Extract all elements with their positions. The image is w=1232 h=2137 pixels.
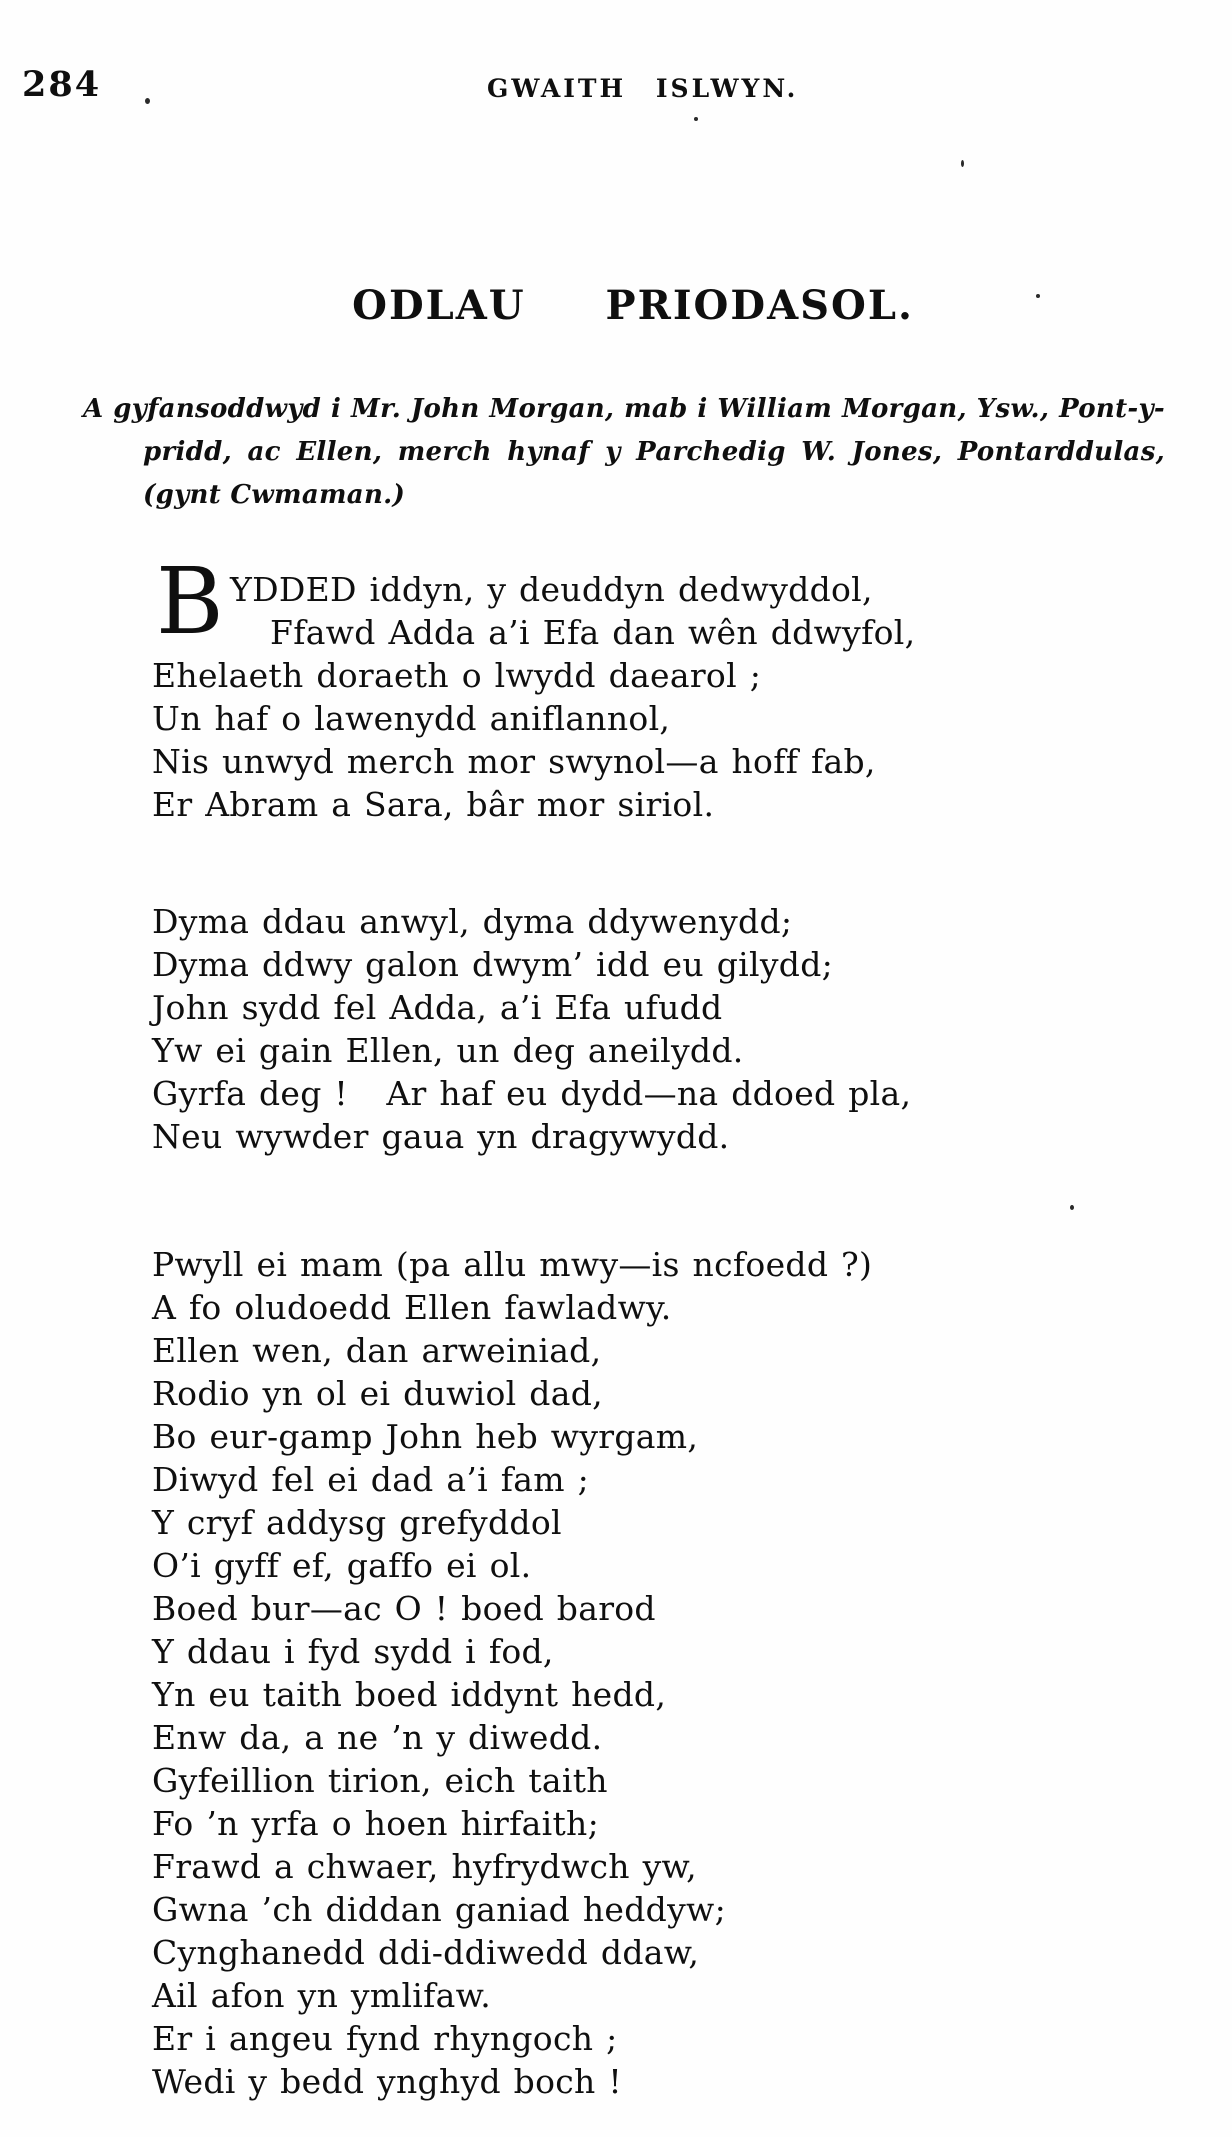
poem-line: Dyma ddau anwyl, dyma ddywenydd; (152, 902, 793, 941)
dedication-line: (gynt Cwmaman.) (143, 480, 406, 510)
poem-title: ODLAU PRIODASOL. (352, 282, 914, 329)
poem-line: Er Abram a Sara, bâr mor siriol. (152, 785, 715, 824)
page-number: 284 (22, 64, 102, 105)
poem-line: Boed bur—ac O ! boed barod (152, 1589, 656, 1628)
poem-line: Diwyd fel ei dad a’i fam ; (152, 1460, 590, 1499)
stanza-2 (152, 900, 1162, 1158)
stanza-1 (152, 568, 1162, 826)
poem-line: Rodio yn ol ei duwiol dad, (152, 1374, 603, 1413)
poem-line: Gyrfa deg ! Ar haf eu dydd—na ddoed pla, (152, 1074, 912, 1113)
poem-line: Y cryf addysg grefyddol (152, 1503, 562, 1542)
poem-line: Ffawd Adda a’i Efa dan wên ddwyfol, (270, 613, 916, 652)
dedication (83, 388, 1165, 517)
ink-speck (145, 98, 150, 104)
poem-line: Cynghanedd ddi-ddiwedd ddaw, (152, 1933, 700, 1972)
poem-line: Ehelaeth doraeth o lwydd daearol ; (152, 656, 762, 695)
ink-speck (961, 160, 964, 167)
poem-line: YDDED iddyn, y deuddyn dedwyddol, (230, 570, 873, 609)
dedication-line: A gyfansoddwyd i Mr. John Morgan, mab i William Morgan, Ysw., Pont-y- (83, 394, 1165, 424)
stanza-3 (152, 1243, 1162, 2103)
poem-line: A fo oludoedd Ellen fawladwy. (152, 1288, 672, 1327)
dedication-line: pridd, ac Ellen, merch hynaf y Parchedig W. Jones, Pontarddulas, (143, 437, 1165, 467)
poem-line: Bo eur-gamp John heb wyrgam, (152, 1417, 699, 1456)
poem-line: Yw ei gain Ellen, un deg aneilydd. (152, 1031, 744, 1070)
poem-line: Er i angeu fynd rhyngoch ; (152, 2019, 618, 2058)
poem-line: Dyma ddwy galon dwym’ idd eu gilydd; (152, 945, 834, 984)
poem-line: Pwyll ei mam (pa allu mwy—is ncfoedd ?) (152, 1245, 873, 1284)
poem-line: Gwna ’ch diddan ganiad heddyw; (152, 1890, 727, 1929)
poem-line: Ail afon yn ymlifaw. (152, 1976, 492, 2015)
poem-line: Un haf o lawenydd aniflannol, (152, 699, 671, 738)
poem-line: Frawd a chwaer, hyfrydwch yw, (152, 1847, 697, 1886)
poem-line: Fo ’n yrfa o hoen hirfaith; (152, 1804, 599, 1843)
ink-speck (1036, 294, 1040, 298)
poem-line: Nis unwyd merch mor swynol—a hoff fab, (152, 742, 876, 781)
poem-line: Gyfeillion tirion, eich taith (152, 1761, 608, 1800)
poem-line: Y ddau i fyd sydd i fod, (152, 1632, 554, 1671)
poem-line: John sydd fel Adda, a’i Efa ufudd (152, 988, 723, 1027)
poem-line: Wedi y bedd ynghyd boch ! (152, 2062, 622, 2101)
ink-speck (694, 117, 698, 121)
poem-line: Ellen wen, dan arweiniad, (152, 1331, 602, 1370)
poem-line: Yn eu taith boed iddynt hedd, (152, 1675, 667, 1714)
poem-line: Neu wywder gaua yn dragywydd. (152, 1117, 730, 1156)
ink-speck (1070, 1205, 1074, 1210)
poem-line: O’i gyff ef, gaffo ei ol. (152, 1546, 532, 1585)
running-header: GWAITH ISLWYN. (487, 74, 799, 103)
drop-cap-letter: B (156, 548, 224, 655)
poem-line: Enw da, a ne ’n y diwedd. (152, 1718, 603, 1757)
